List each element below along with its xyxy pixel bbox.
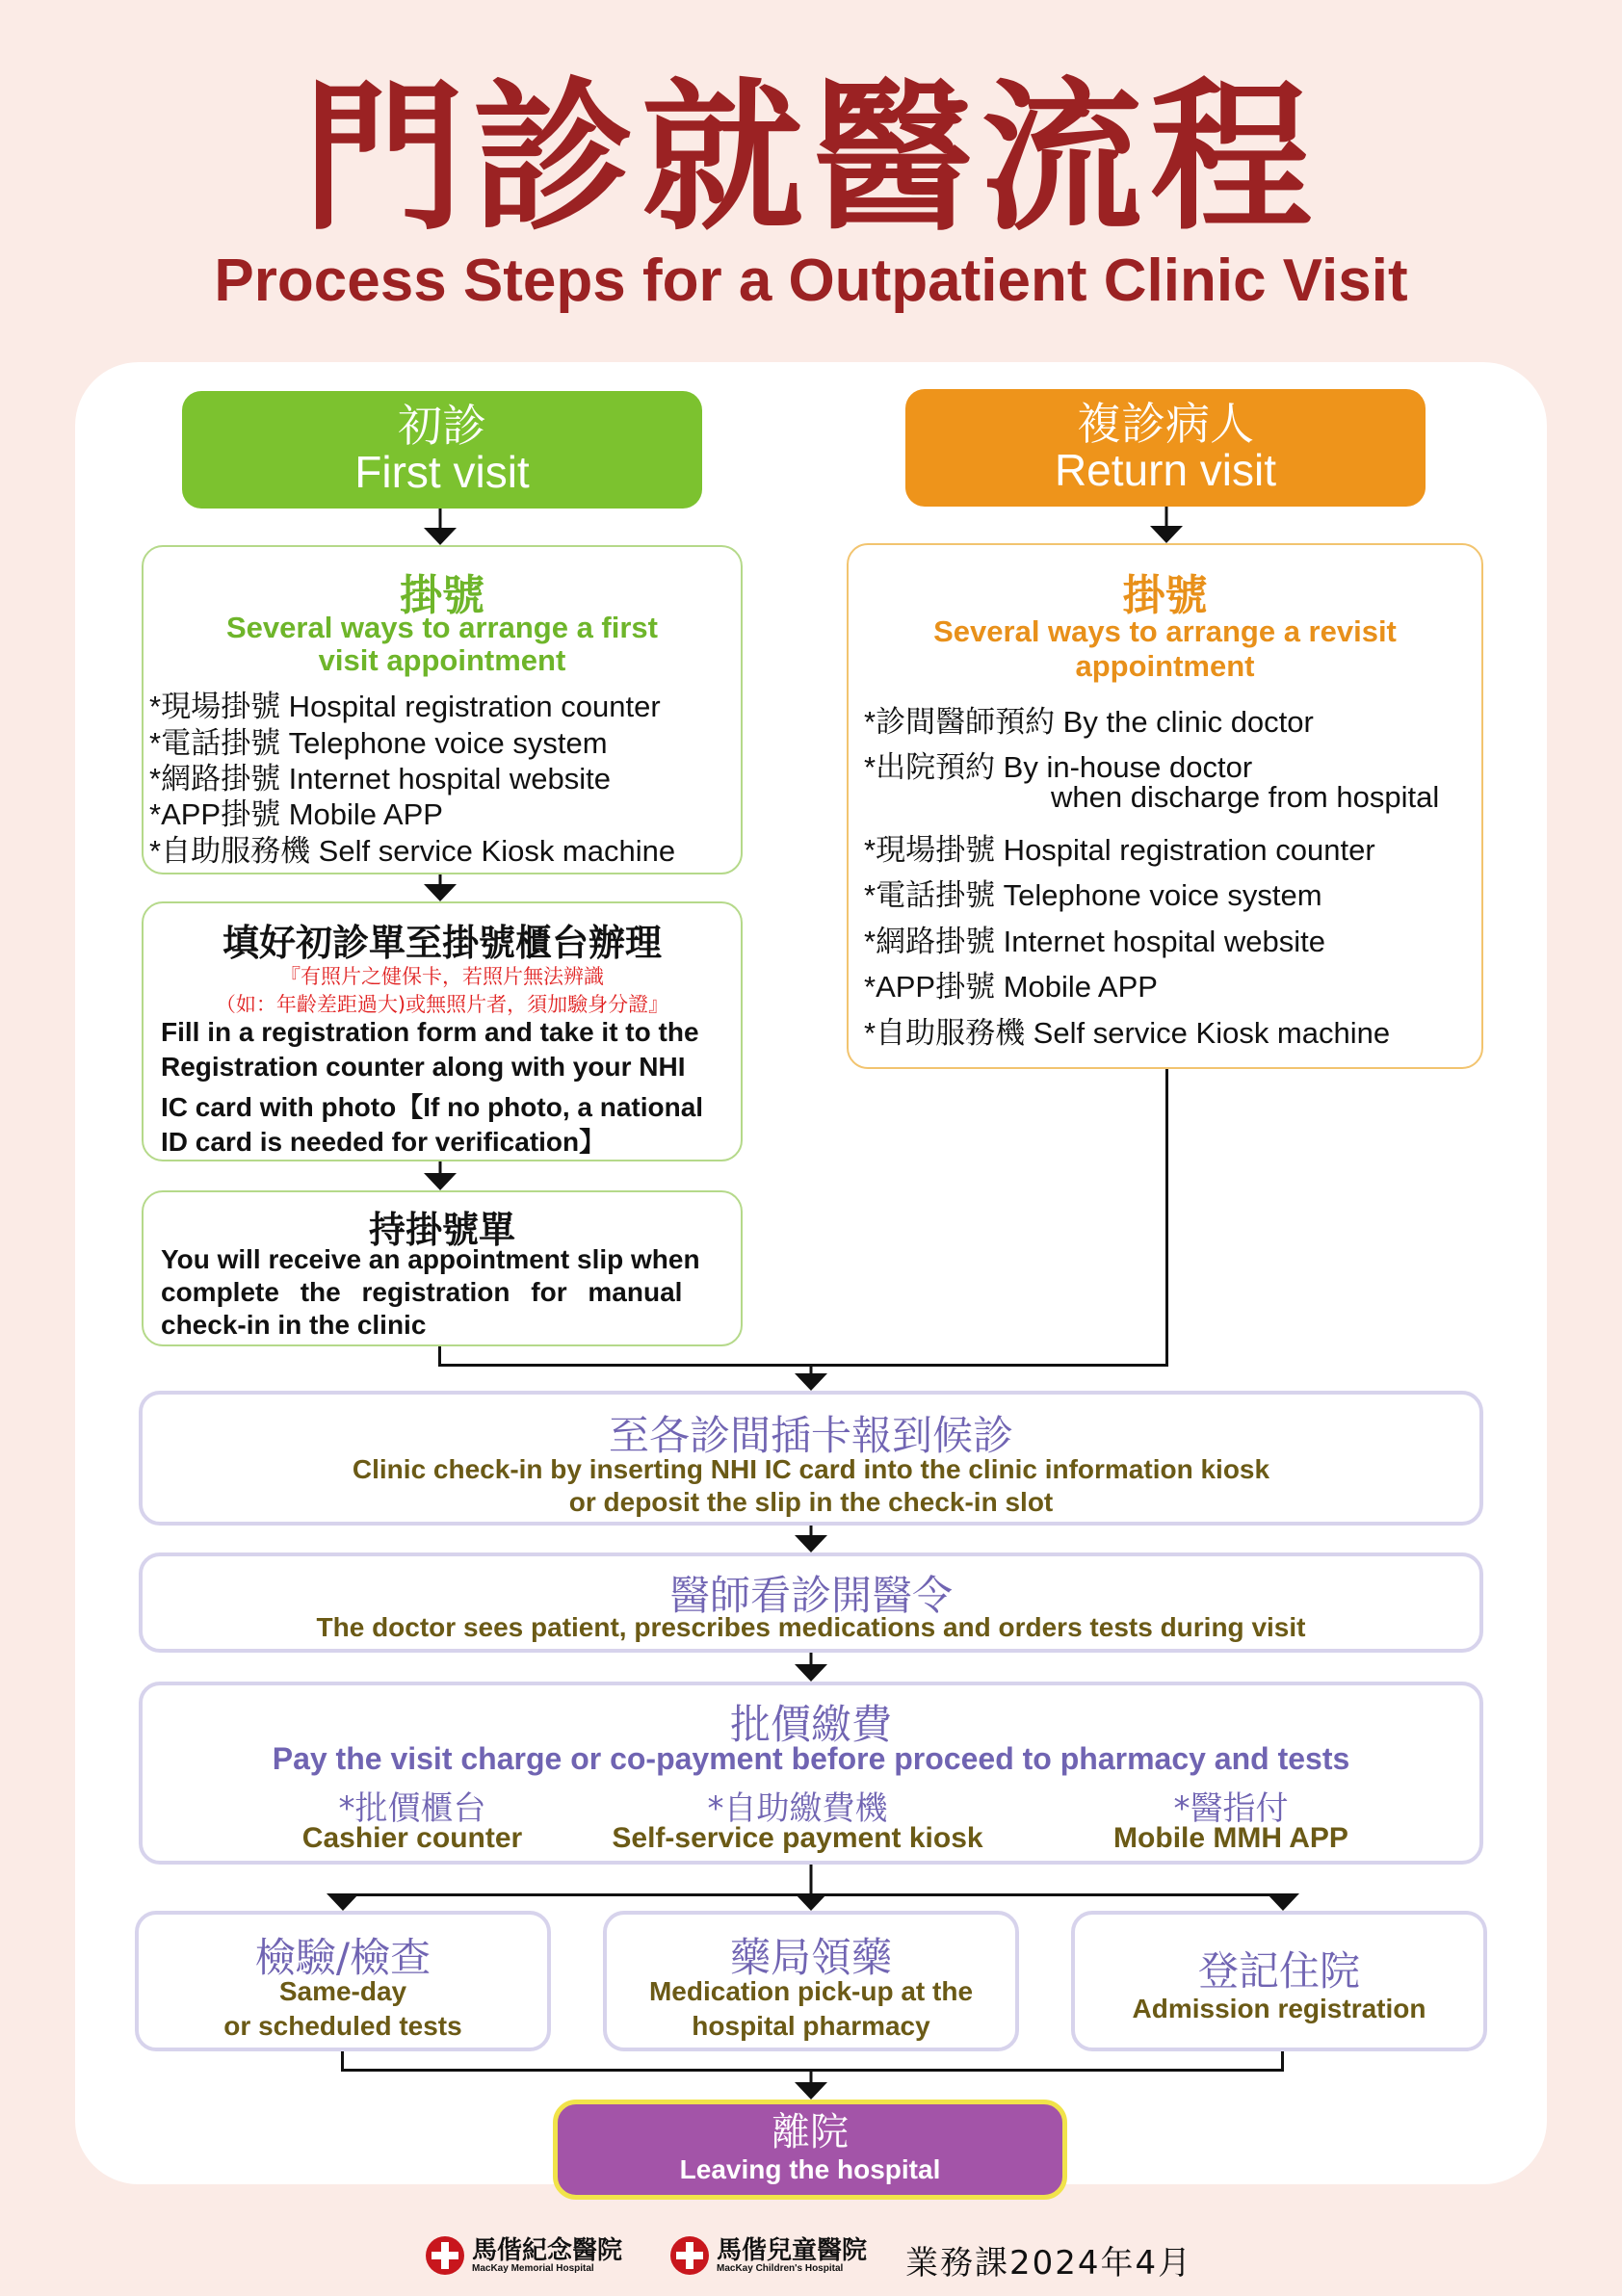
- leaving-line-1: Leaving the hospital: [679, 2154, 941, 2184]
- connector-line: [438, 1346, 441, 1366]
- connector-line: [1165, 1069, 1168, 1366]
- tests-line-1: Same-day: [278, 1976, 407, 2006]
- payment-option-en: Cashier counter: [301, 1822, 523, 1854]
- arrow-down-icon: [795, 1653, 827, 1682]
- slip-text-line: You will receive an appointment slip when: [161, 1244, 700, 1274]
- arrow-down-icon: [795, 2069, 827, 2100]
- department-date: 業務課2024年4月: [905, 2244, 1193, 2283]
- page-title-en: Process Steps for a Outpatient Clinic Visit: [214, 248, 1408, 314]
- payment-option-en: Self-service payment kiosk: [612, 1822, 983, 1854]
- first-visit-header: [182, 391, 702, 509]
- doctor-visit-box: [139, 1552, 1483, 1653]
- first-registration-subtitle-1: Several ways to arrange a first: [225, 611, 658, 644]
- form-title: 填好初診單至掛號櫃台辦理: [222, 922, 662, 964]
- first-reg-item: *電話掛號 Telephone voice system: [149, 726, 608, 760]
- return-visit-header-en: Return visit: [1054, 445, 1277, 495]
- slip-text-line: complete the registration for manual: [161, 1277, 683, 1307]
- payment-option-en: Mobile MMH APP: [1113, 1822, 1348, 1854]
- arrow-down-icon: [795, 1364, 827, 1391]
- admission-title: 登記住院: [1197, 1947, 1360, 1995]
- return-registration-box: [847, 543, 1483, 1069]
- arrow-down-icon: [424, 874, 457, 901]
- footer: [424, 2231, 1214, 2284]
- logo1-zh: 馬偕紀念醫院: [472, 2236, 623, 2265]
- form-text-line: Fill in a registration form and take it to the: [161, 1017, 699, 1047]
- registration-form-box: [142, 901, 743, 1161]
- tests-line-2: or scheduled tests: [223, 2011, 462, 2041]
- pharmacy-box: [603, 1911, 1019, 2051]
- arrow-down-icon: [327, 1893, 359, 1911]
- return-reg-item: *現場掛號 Hospital registration counter: [864, 833, 1375, 867]
- doctor-line-1: The doctor sees patient, prescribes medications and orders tests during visit: [316, 1612, 1306, 1642]
- first-reg-item: *現場掛號 Hospital registration counter: [149, 690, 661, 723]
- checkin-title: 至各診間插卡報到候診: [608, 1412, 1013, 1459]
- return-visit-header: [905, 389, 1426, 507]
- first-reg-item: *APP掛號 Mobile APP: [149, 797, 443, 831]
- connector-line: [341, 2051, 344, 2071]
- payment-option-zh: *批價櫃台: [338, 1789, 486, 1828]
- pharmacy-line-1: Medication pick-up at the: [648, 1976, 974, 2006]
- logo2-zh: 馬偕兒童醫院: [717, 2236, 868, 2265]
- return-reg-item: *診間醫師預約 By the clinic doctor: [864, 705, 1314, 739]
- first-registration-box: [142, 545, 743, 874]
- first-visit-header-zh: 初診: [398, 401, 486, 451]
- form-text-line: IC card with photo【If no photo, a national: [161, 1092, 704, 1122]
- leaving-hospital-box: [553, 2100, 1067, 2200]
- form-note-2: （如：年齡差距過大)或無照片者，須加驗身分證』: [215, 993, 669, 1016]
- first-registration-title: 掛號: [400, 571, 484, 620]
- return-reg-item: *網路掛號 Internet hospital website: [864, 925, 1325, 958]
- return-registration-subtitle-2: appointment: [1075, 649, 1255, 683]
- return-reg-item: *APP掛號 Mobile APP: [864, 970, 1158, 1004]
- payment-option-zh: *醫指付: [1173, 1789, 1289, 1828]
- arrow-down-icon: [1150, 507, 1183, 543]
- return-reg-item: when discharge from hospital: [1051, 780, 1440, 814]
- doctor-title: 醫師看診開醫令: [668, 1572, 953, 1619]
- arrow-down-icon: [424, 1161, 457, 1190]
- first-reg-item: *網路掛號 Internet hospital website: [149, 762, 611, 796]
- payment-subtitle: Pay the visit charge or co-payment before proceed to pharmacy and tests: [272, 1741, 1350, 1776]
- logo1-en: MacKay Memorial Hospital: [472, 2263, 594, 2274]
- form-note-1: 『有照片之健保卡，若照片無法辨識: [280, 965, 604, 988]
- slip-text-line: check-in in the clinic: [161, 1310, 427, 1340]
- checkin-line-2: or deposit the slip in the check-in slot: [568, 1487, 1054, 1517]
- return-reg-item: *出院預約 By in-house doctor: [864, 750, 1253, 784]
- checkin-box: [139, 1391, 1483, 1526]
- arrow-down-icon: [424, 509, 457, 545]
- tests-box: [135, 1911, 551, 2051]
- return-registration-title: 掛號: [1122, 571, 1208, 620]
- tests-title: 檢驗/檢查: [254, 1934, 432, 1981]
- payment-box: [139, 1682, 1483, 1865]
- arrow-down-icon: [1267, 1893, 1299, 1911]
- checkin-line-1: Clinic check-in by inserting NHI IC card into the clinic information kiosk: [352, 1454, 1270, 1484]
- logo2-en: MacKay Children's Hospital: [717, 2263, 844, 2274]
- leaving-title: 離院: [772, 2110, 849, 2154]
- form-text-line: ID card is needed for verification】: [161, 1127, 607, 1157]
- form-text-line: Registration counter along with your NHI: [161, 1052, 686, 1082]
- return-visit-header-zh: 複診病人: [1077, 399, 1254, 449]
- admission-line-1: Admission registration: [1132, 1994, 1426, 2023]
- admission-box: [1071, 1911, 1487, 2051]
- page-title-zh: 門診就醫流程: [302, 64, 1320, 252]
- return-registration-subtitle-1: Several ways to arrange a revisit: [933, 614, 1397, 648]
- slip-title: 持掛號單: [368, 1209, 515, 1251]
- mackay-memorial-logo-icon: [424, 2234, 466, 2277]
- connector-line: [1281, 2051, 1284, 2071]
- return-reg-item: *自助服務機 Self service Kiosk machine: [864, 1016, 1391, 1050]
- payment-option-zh: *自助繳費機: [707, 1789, 888, 1828]
- arrow-down-icon: [795, 1526, 827, 1552]
- first-reg-item: *自助服務機 Self service Kiosk machine: [149, 834, 676, 868]
- pharmacy-line-2: hospital pharmacy: [692, 2011, 930, 2041]
- arrow-down-icon: [795, 1865, 827, 1911]
- first-registration-subtitle-2: visit appointment: [318, 643, 566, 677]
- mackay-children-logo-icon: [668, 2234, 711, 2277]
- payment-title: 批價繳費: [729, 1701, 892, 1748]
- first-visit-header-en: First visit: [354, 447, 530, 497]
- return-reg-item: *電話掛號 Telephone voice system: [864, 878, 1322, 912]
- pharmacy-title: 藥局領藥: [729, 1934, 892, 1981]
- appointment-slip-box: [142, 1190, 743, 1346]
